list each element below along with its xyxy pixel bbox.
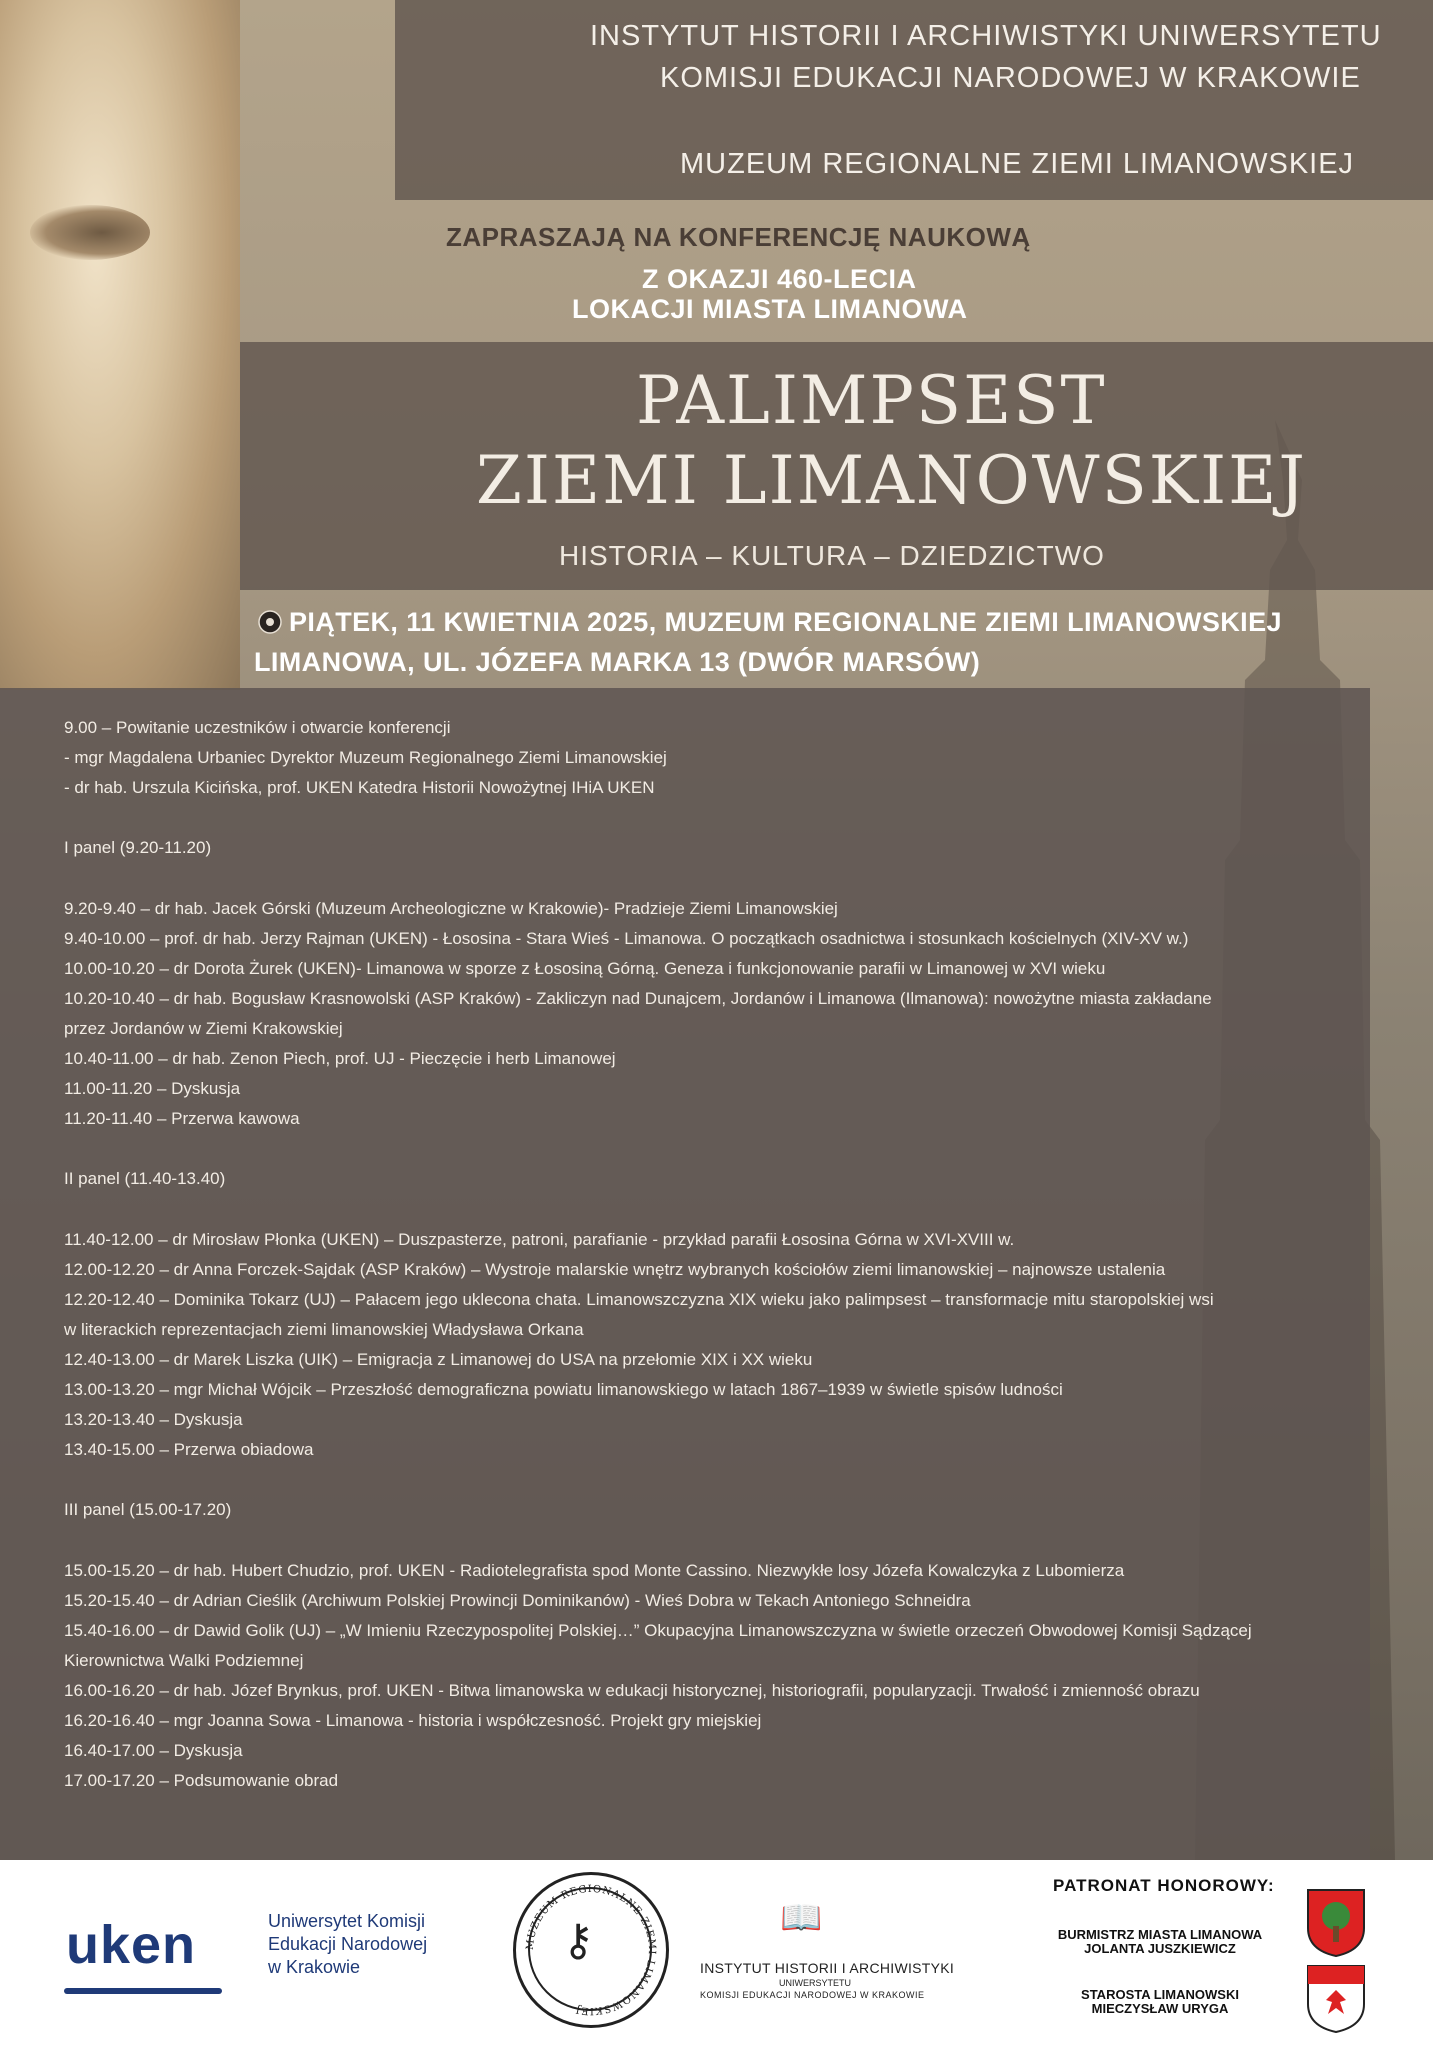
program-line: 15.40-16.00 – dr Dawid Golik (UJ) – „W Imieniu Rzeczypospolitej Polskiej…” Okupacyjna Limanowszczyzna w świetle orzeczeń Obwodowej Komisji Sądzącej [64,1620,1252,1640]
program-line: w literackich reprezentacjach ziemi limanowskiej Władysława Orkana [64,1319,584,1339]
program-spacer [64,1465,1354,1495]
program-line: 16.40-17.00 – Dyskusja [64,1741,243,1761]
limanowa-crest-icon [1306,1888,1366,1958]
institute-line-1: INSTYTUT HISTORII I ARCHIWISTYKI UNIWERSYTETU [590,20,1382,52]
program-spacer [64,803,1354,833]
location-pin-icon [258,610,282,634]
uken-name-line-2: Edukacji Narodowej [268,1934,428,1954]
sculpture-face-image [0,0,240,690]
ih-logo-line-3: KOMISJI EDUKACJI NARODOWEJ W KRAKOWIE [700,1990,925,2000]
program-line: 9.00 – Powitanie uczestników i otwarcie konferencji [64,718,451,737]
program-spacer [64,1526,1354,1556]
uken-logo: uken [66,1915,197,1975]
patronat-heading: PATRONAT HONOROWY: [1053,1876,1275,1895]
uken-name-line-1: Uniwersytet Komisji [268,1911,426,1931]
program-line: przez Jordanów w Ziemi Krakowskiej [64,1018,343,1038]
date-place: PIĄTEK, 11 KWIETNIA 2025, MUZEUM REGIONALNE ZIEMI LIMANOWSKIEJ [289,607,1282,637]
patron-2-title: STAROSTA LIMANOWSKI [1081,1987,1239,2002]
program-line: 13.40-15.00 – Przerwa obiadowa [64,1440,314,1460]
museum-name: MUZEUM REGIONALNE ZIEMI LIMANOWSKIEJ [680,148,1355,180]
institute-line-2: KOMISJI EDUKACJI NARODOWEJ W KRAKOWIE [660,62,1361,94]
program-line: Kierownictwa Walki Podziemnej [64,1650,304,1670]
program-line: 16.00-16.20 – dr hab. Józef Brynkus, prof. UKEN - Bitwa limanowska w edukacji historycznej, historiografii, popularyzacji. Trwałość i zmienność obrazu [64,1681,1200,1700]
program-line: II panel (11.40-13.40) [64,1169,226,1189]
program-line: 11.40-12.00 – dr Mirosław Płonka (UKEN) – Duszpasterze, patroni, parafianie - przykład parafii Łososina Górna w XVI-XVIII w. [64,1229,1015,1249]
uken-name [268,1910,427,1979]
program-line: 12.00-12.20 – dr Anna Forczek-Sajdak (ASP Kraków) – Wystroje malarskie wnętrz wybranych kościołów ziemi limanowskiej – najnowsze ustalenia [64,1259,1166,1279]
subtitle: HISTORIA – KULTURA – DZIEDZICTWO [559,540,1105,571]
program-line: 12.20-12.40 – Dominika Tokarz (UJ) – Pałacem jego uklecona chata. Limanowszczyzna XIX wieku jako palimpsest – transformacje mitu staropolskiej wsi [64,1289,1214,1309]
program-line: 11.20-11.40 – Przerwa kawowa [64,1109,300,1129]
ih-logo-line-1: INSTYTUT HISTORII I ARCHIWISTYKI [700,1960,955,1976]
footer [0,1860,1433,2048]
uken-logo-underline [64,1988,222,1994]
program-line: 15.00-15.20 – dr hab. Hubert Chudzio, prof. UKEN - Radiotelegrafista spod Monte Cassino. Niezwykłe losy Józefa Kowalczyka z Lubomierza [64,1560,1125,1580]
seal-text: MUZEUM REGIONALNE ZIEMI LIMANOWSKIEJ [524,1883,658,2017]
svg-text:MUZEUM REGIONALNE ZIEMI LIMANO [525,1884,657,2016]
program-list [64,713,1354,1796]
title-line-2: ZIEMI LIMANOWSKIEJ [476,442,1307,519]
program-line: III panel (15.00-17.20) [64,1500,232,1520]
address: LIMANOWA, UL. JÓZEFA MARKA 13 (DWÓR MARSÓW) [254,647,981,677]
occasion-line-2: LOKACJI MIASTA LIMANOWA [572,294,968,324]
program-line: 16.20-16.40 – mgr Joanna Sowa - Limanowa - historia i współczesność. Projekt gry miejskiej [64,1711,762,1731]
program-line: 17.00-17.20 – Podsumowanie obrad [64,1771,339,1791]
program-line: 9.20-9.40 – dr hab. Jacek Górski (Muzeum Archeologiczne w Krakowie)- Pradzieje Ziemi Limanowskiej [64,898,838,918]
program-line: 10.40-11.00 – dr hab. Zenon Piech, prof. UJ - Pieczęcie i herb Limanowej [64,1049,616,1069]
powiat-crest-icon [1306,1964,1366,2034]
patron-2-name: MIECZYSŁAW URYGA [1091,2001,1229,2016]
patron-2 [1040,1988,1280,2016]
patron-1-name: JOLANTA JUSZKIEWICZ [1084,1941,1236,1956]
museum-seal-logo [513,1872,669,2028]
program-line: 15.20-15.40 – dr Adrian Cieślik (Archiwum Polskiej Prowincji Dominikanów) - Wieś Dobra w Tekach Antoniego Schneidra [64,1590,971,1610]
program-line: 9.40-10.00 – prof. dr hab. Jerzy Rajman (UKEN) - Łososina - Stara Wieś - Limanowa. O początkach osadnictwa i stosunkach kościelnych (XIV-XV w.) [64,928,1189,948]
invite-text: ZAPRASZAJĄ NA KONFERENCJĘ NAUKOWĄ [446,222,1031,252]
program-line: 13.20-13.40 – Dyskusja [64,1410,243,1430]
title-line-1: PALIMPSEST [636,362,1107,439]
program-line: 11.00-11.20 – Dyskusja [64,1079,241,1099]
open-book-icon: 📖 [780,1899,823,1937]
occasion-line-1: Z OKAZJI 460-LECIA [642,264,917,294]
program-spacer [64,1195,1354,1225]
uken-name-line-3: w Krakowie [268,1957,361,1977]
program-line: - dr hab. Urszula Kicińska, prof. UKEN Katedra Historii Nowożytnej IHiA UKEN [64,778,655,798]
patron-1 [1040,1928,1280,1956]
program-line: 13.00-13.20 – mgr Michał Wójcik – Przeszłość demograficzna powiatu limanowskiego w latach 1867–1939 w świetle spisów ludności [64,1380,1063,1400]
program-line: I panel (9.20-11.20) [64,838,212,858]
program-line: 12.40-13.00 – dr Marek Liszka (UIK) – Emigracja z Limanowej do USA na przełomie XIX i XX wieku [64,1349,813,1369]
ih-logo-line-2: UNIWERSYTETU [779,1978,851,1988]
program-line: - mgr Magdalena Urbaniec Dyrektor Muzeum Regionalnego Ziemi Limanowskiej [64,748,667,768]
key-icon: ⚷ [562,1916,595,1965]
program-line: 10.00-10.20 – dr Dorota Żurek (UKEN)- Limanowa w sporze z Łososiną Górną. Geneza i funkcjonowanie parafii w Limanowej w XVI wieku [64,958,1106,978]
program-spacer [64,1134,1354,1164]
program-spacer [64,863,1354,893]
program-line: 10.20-10.40 – dr hab. Bogusław Krasnowolski (ASP Kraków) - Zakliczyn nad Dunajcem, Jordanów i Limanowa (Ilmanowa): nowożytne miasta zakładane [64,988,1212,1008]
patron-1-title: BURMISTRZ MIASTA LIMANOWA [1057,1927,1263,1942]
